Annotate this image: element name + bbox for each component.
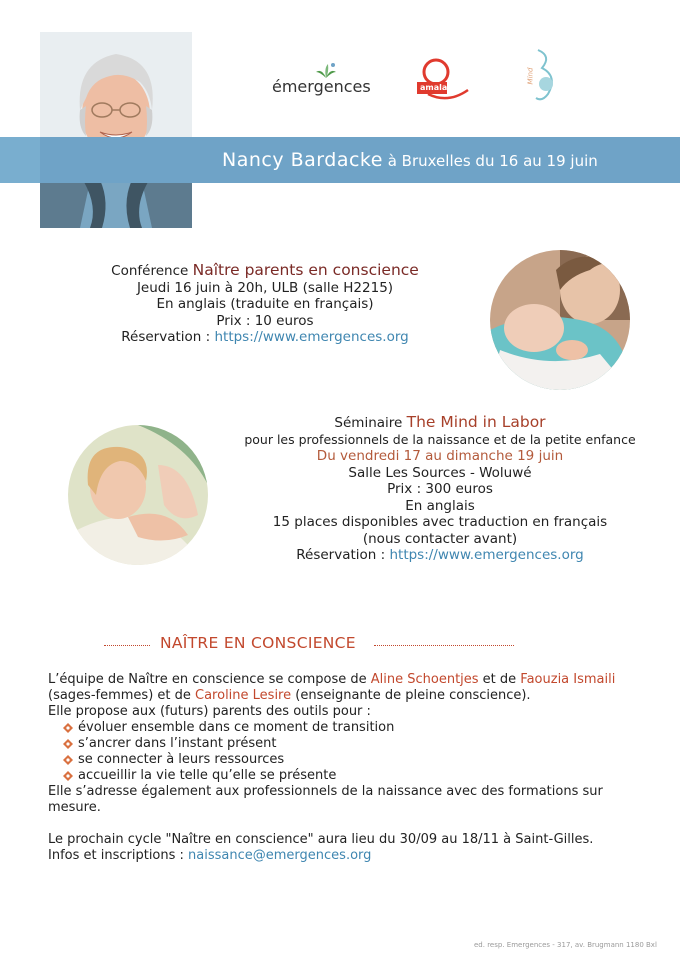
team-role-midwives: (sages-femmes) et de xyxy=(48,688,196,703)
mind-logo-mark xyxy=(518,46,564,108)
professionals-text: Elle s’adresse également aux professionnels de la naissance avec des formations sur mesure. xyxy=(48,784,603,815)
seminar-places: 15 places disponibles avec traduction en français xyxy=(272,514,608,530)
infos-email-link[interactable]: naissance@emergences.org xyxy=(188,848,372,863)
infos-line xyxy=(48,848,648,864)
section-body xyxy=(48,672,648,864)
conference-reservation xyxy=(60,329,470,346)
banner-dates: à Bruxelles du 16 au 19 juin xyxy=(382,152,598,170)
seminar-price: Prix : 300 euros xyxy=(387,481,493,497)
seminar-reservation-label: Réservation : xyxy=(296,547,390,563)
team-intro-and: et de xyxy=(478,672,521,687)
section-divider-right xyxy=(374,645,514,646)
banner-title xyxy=(222,137,598,183)
footer-publisher: ed. resp. Emergences - 317, av. Brugmann 1180 Bxl xyxy=(474,941,657,949)
conference-title: Naître parents en conscience xyxy=(192,261,419,279)
list-item xyxy=(48,752,648,768)
child-photo xyxy=(68,425,208,565)
seminar-contact: (nous contacter avant) xyxy=(362,530,518,547)
team-member-faouzia: Faouzia Ismaili xyxy=(520,672,616,687)
newborn-photo xyxy=(490,250,630,390)
conference-block xyxy=(60,262,470,346)
list-item-text: accueillir la vie telle qu’elle se présente xyxy=(78,768,337,783)
diamond-bullet-icon xyxy=(63,739,73,749)
team-line-2 xyxy=(48,688,648,704)
paragraph-gap xyxy=(48,816,648,832)
list-item xyxy=(48,720,648,736)
amala-logo xyxy=(414,54,474,106)
team-line-1 xyxy=(48,672,648,688)
newborn-illustration xyxy=(490,250,630,390)
team-member-caroline: Caroline Lesire xyxy=(195,688,292,703)
seminar-language: En anglais xyxy=(405,497,475,514)
diamond-bullet-icon xyxy=(63,771,73,781)
conference-language: En anglais (traduite en français) xyxy=(156,296,374,312)
list-item-text: évoluer ensemble dans ce moment de transition xyxy=(78,720,395,735)
portrait-photo xyxy=(40,32,192,228)
conference-reservation-link[interactable]: https://www.emergences.org xyxy=(214,329,409,345)
list-item xyxy=(48,736,648,752)
diamond-bullet-icon xyxy=(63,723,73,733)
list-item-text: se connecter à leurs ressources xyxy=(78,752,285,767)
seminar-venue: Salle Les Sources - Woluwé xyxy=(348,464,532,481)
speaker-name: Nancy Bardacke xyxy=(222,149,383,171)
conference-reservation-label: Réservation : xyxy=(121,329,215,345)
proposes-text: Elle propose aux (futurs) parents des outils pour : xyxy=(48,704,371,719)
portrait-illustration xyxy=(40,32,192,228)
section-title: NAÎTRE EN CONSCIENCE xyxy=(160,634,356,652)
seminar-label: Séminaire xyxy=(334,415,407,431)
amala-logo-text: amala xyxy=(420,83,448,92)
cycle-text: Le prochain cycle "Naître en conscience" aura lieu du 30/09 au 18/11 à Saint-Gilles. xyxy=(48,832,594,847)
infos-label: Infos et inscriptions : xyxy=(48,848,189,863)
conference-label: Conférence xyxy=(111,263,193,279)
conference-price: Prix : 10 euros xyxy=(216,312,314,329)
diamond-bullet-icon xyxy=(63,755,73,765)
team-member-aline: Aline Schoentjes xyxy=(370,672,479,687)
emergences-logo-text: émergences xyxy=(272,77,371,96)
list-item-text: s’ancrer dans l’instant présent xyxy=(78,736,277,751)
amala-logo-mark xyxy=(414,54,474,106)
mind-logo xyxy=(518,46,564,108)
conference-date: Jeudi 16 juin à 20h, ULB (salle H2215) xyxy=(136,279,394,296)
seminar-dates: Du vendredi 17 au dimanche 19 juin xyxy=(316,448,564,464)
banner-left-strip xyxy=(0,137,40,183)
list-item xyxy=(48,768,648,784)
emergences-logo xyxy=(272,62,376,102)
seminar-heading xyxy=(230,414,650,432)
seminar-title: The Mind in Labor xyxy=(406,413,546,431)
seminar-reservation-link[interactable]: https://www.emergences.org xyxy=(389,547,584,563)
seminar-audience: pour les professionnels de la naissance et de la petite enfance xyxy=(244,431,636,447)
conference-heading xyxy=(60,262,470,280)
seminar-block xyxy=(230,414,650,564)
section-divider-left xyxy=(104,645,150,646)
team-intro-text: L’équipe de Naître en conscience se compose de xyxy=(48,672,371,687)
child-illustration xyxy=(68,425,208,565)
tools-list xyxy=(48,720,648,784)
team-role-mindfulness: (enseignante de pleine conscience). xyxy=(291,688,531,703)
seminar-reservation xyxy=(230,547,650,564)
mind-logo-text: Mind xyxy=(526,67,535,85)
